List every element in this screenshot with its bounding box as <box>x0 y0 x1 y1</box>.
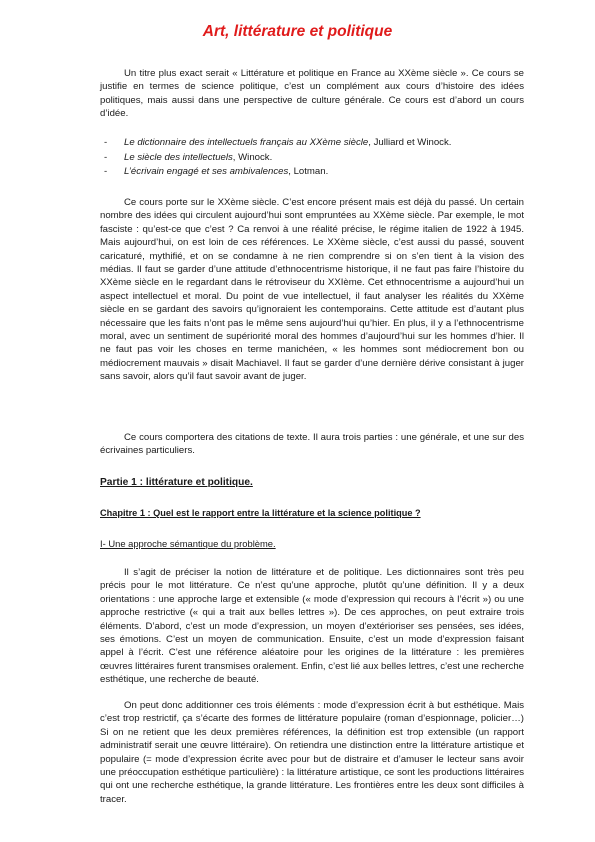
part-heading: Partie 1 : littérature et politique. <box>100 477 253 488</box>
section-heading: I- Une approche sémantique du problème. <box>100 538 276 549</box>
list-dash: - <box>104 151 108 163</box>
bibliography-work: L’écrivain engagé et ses ambivalences <box>124 166 289 178</box>
body-paragraph: Ce cours porte sur le XXème siècle. C’est encore présent mais est déjà du passé. Un certain nombre des idées qui circulent aujourd’hui sont empruntées au XXème siècle. Par exemple, le mot fasciste : qu’est-ce que c’est ? Ca renvoi à une réalité précise, le régime italien de 1922 à 1945. Mais aujourd’hui, on est loin de ces références. Le XXème siècle, c’est aussi du passé, souvent caricaturé, mythifié, et on se condamne à ne rien comprendre si on s’en tient à la vision des médias. Il faut se garder d’une attitude d’ethnocentrisme historique, il ne faut pas faire l’histoire du XXème siècle en le regardant dans le rétroviseur du XXIème. Cet ethnocentrisme a aujourd’hui un aspect intellectuel et moral. Du point de vue intellectuel, il faut analyser les réalités du XXème siècle en se gardant des savoirs qu’ignoraient les contemporains. Cette attitude est d’autant plus nécessaire que les faits n’ont pas le même sens aujourd’hui qu’hier. En plus, il y a l’ethnocentrisme moral, avec un sentiment de supériorité moral des hommes d’aujourd’hui sur les hommes d’hier. Il ne faut pas voir les choses en terme manichéen, « les hommes sont médiocrement bon ou médiocrement mauvais » disait Machiavel. Il faut se garder d’une dernière dérive consistant à juger sans savoir, alors qu’il faut savoir avant de juger. <box>100 197 524 383</box>
list-dash: - <box>104 166 108 178</box>
bibliography-item <box>100 136 524 151</box>
list-dash: - <box>104 137 108 148</box>
bibliography-author: , Winock. <box>232 151 273 163</box>
intro-paragraph: Un titre plus exact serait « Littérature et politique en France au XXème siècle ». Ce cours se justifie en termes de science politique, c’est un complément aux cours d’histoire des idées politiques, mais aussi dans une perspective de culture générale. Ce cours est d’abord un cours d’idée. <box>100 68 524 120</box>
bibliography-work: Le dictionnaire des intellectuels français au XXème siècle <box>124 137 369 148</box>
bibliography-author: , Lotman. <box>288 166 329 178</box>
page-title: Art, littérature et politique <box>202 23 393 40</box>
body-paragraph: Ce cours comportera des citations de texte. Il aura trois parties : une générale, et une sur des écrivaines particuliers. <box>100 432 524 457</box>
bibliography-item <box>100 165 524 180</box>
body-paragraph: On peut donc additionner ces trois éléments : mode d’expression écrit à but esthétique. Mais c’est trop restrictif, ça s’écarte des formes de littérature populaire (roman d’espionnage, policier…) Si on ne retient que les deux premières références, la définition est trop extensible (un rapport administratif serait une œuvre littéraire). On retiendra une distinction entre la littérature artistique et populaire (= mode d’expression écrite avec pour but de distraire et d’amuser le lecteur sans avoir une préoccupation esthétique particulière) : la littérature artistique, ce sont les productions littéraires qui ont une recherche esthétique, la grande littérature. Les frontières entre les deux sont difficiles à tracer. <box>100 700 524 805</box>
bibliography-item <box>100 151 524 166</box>
body-paragraph: Il s’agit de préciser la notion de littérature et de politique. Les dictionnaires sont très peu précis pour le mot littérature. Ce n’est qu’une approche, plutôt qu’une définition. Il y a deux orientations : une approche large et extensible (« mode d’expression qui recours à l’écrit ») ou une approche restrictive (« qui a trait aux belles lettres »). De ces approches, on peut extraire trois éléments. D’abord, c’est un mode d’expression, un moyen d’extérioriser ses pensées, ses idées, ses émotions. C’est un moyen de communication. Ensuite, c’est un mode d’expression faisant appel à l’écrit. C’est une référence aléatoire pour les origines de la littérature : les premières œuvres littéraires furent transmises oralement. Enfin, c’est lié aux belles lettres, c’est une recherche esthétique, une recherche de beauté. <box>100 567 524 686</box>
chapter-heading: Chapitre 1 : Quel est le rapport entre la littérature et la science politique ? <box>100 508 421 518</box>
bibliography-author: , Julliard et Winock. <box>368 137 452 148</box>
bibliography-work: Le siècle des intellectuels <box>124 151 233 163</box>
bibliography-list <box>100 136 524 180</box>
